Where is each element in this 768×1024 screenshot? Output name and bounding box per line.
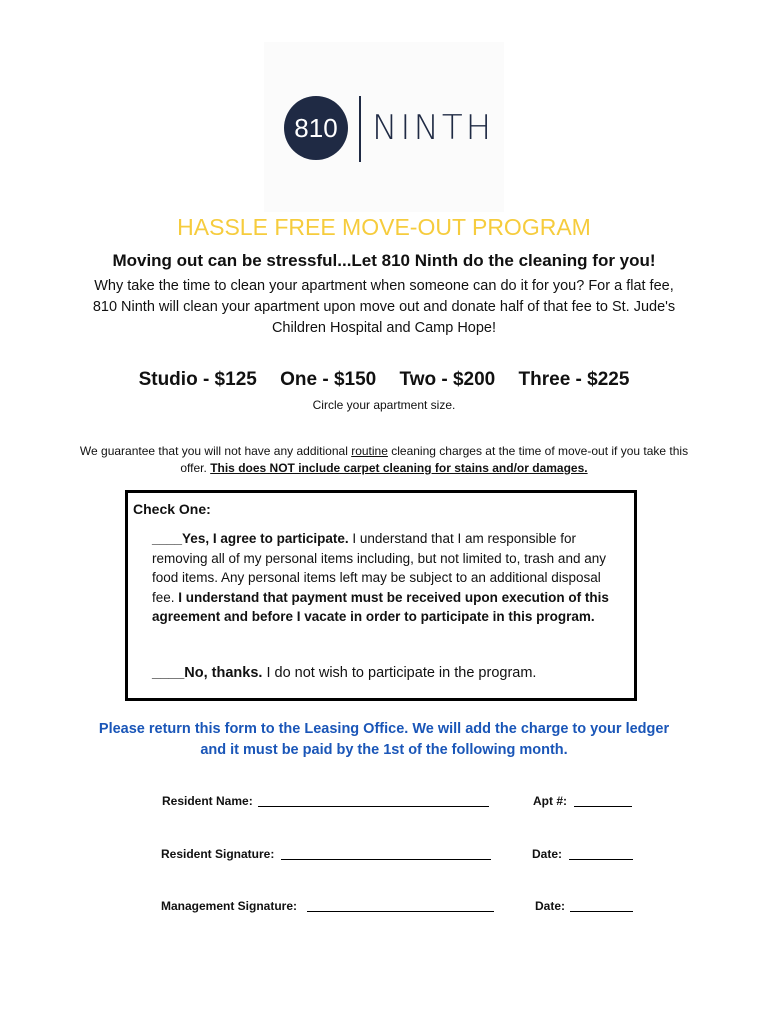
yes-text: I understand that I am responsible for removing all of my personal items including, but not limited to, trash and any food items. Any personal items left may be subject to an additional disposal fee.: [152, 531, 606, 605]
logo-810-badge: 810: [284, 96, 348, 160]
yes-payment-terms: I understand that payment must be received upon execution of this agreement and before I vacate in order to participate in this program.: [152, 589, 609, 624]
check-one-heading: Check One:: [133, 501, 211, 517]
yes-label: Yes, I agree to participate.: [182, 531, 349, 546]
guarantee-part1: We guarantee that you will not have any additional: [79, 444, 352, 458]
resident-signature-field[interactable]: [281, 859, 491, 860]
yes-option[interactable]: [152, 529, 622, 627]
apt-field[interactable]: [574, 806, 632, 807]
program-title: HASSLE FREE MOVE-OUT PROGRAM: [177, 214, 591, 240]
guarantee-exclusion: This does NOT include carpet cleaning for stains and/or damages.: [210, 461, 588, 475]
yes-blank[interactable]: ____: [152, 531, 183, 546]
no-option[interactable]: [152, 665, 622, 681]
resident-signature-row: [0, 847, 768, 867]
resident-name-field[interactable]: [258, 806, 489, 807]
check-one-panel: [125, 490, 637, 701]
no-text: I do not wish to participate in the program.: [262, 665, 537, 681]
price-two-bedroom[interactable]: Two - $200: [399, 369, 496, 390]
apt-label: Apt #:: [533, 794, 567, 808]
no-blank[interactable]: ____: [152, 665, 185, 681]
return-instructions: Please return this form to the Leasing Office. We will add the charge to your ledger and it must be paid by the 1st of the following month.: [98, 721, 670, 758]
circle-size-note: Circle your apartment size.: [312, 398, 456, 412]
management-date-label: Date:: [535, 899, 566, 913]
no-label: No, thanks.: [184, 665, 263, 681]
guarantee-text: [70, 443, 698, 477]
guarantee-underlined: routine: [351, 444, 388, 458]
logo-divider: [359, 96, 361, 162]
management-date-field[interactable]: [570, 911, 633, 912]
price-three-bedroom[interactable]: Three - $225: [518, 369, 630, 390]
guarantee-part2: cleaning charges at the time of move-out if you take this offer.: [180, 444, 689, 475]
tagline: Moving out can be stressful...Let 810 Ninth do the cleaning for you!: [112, 251, 656, 270]
management-signature-field[interactable]: [307, 911, 494, 912]
resident-date-field[interactable]: [569, 859, 633, 860]
price-one-bedroom[interactable]: One - $150: [280, 369, 377, 390]
logo-wordmark: NINTH: [372, 108, 495, 148]
price-options: [0, 369, 768, 391]
intro-paragraph: Why take the time to clean your apartment when someone can do it for you? For a flat fee, 810 Ninth will clean your apartment upon move out and donate half of that fee to St. Jude's Children Hospital and Camp Hope!: [92, 278, 676, 336]
resident-name-label: Resident Name:: [162, 794, 253, 808]
resident-signature-label: Resident Signature:: [161, 847, 275, 861]
resident-date-label: Date:: [532, 847, 563, 861]
resident-name-row: [0, 794, 768, 814]
management-signature-row: [0, 899, 768, 919]
price-studio[interactable]: Studio - $125: [138, 369, 257, 390]
management-signature-label: Management Signature:: [161, 899, 298, 913]
